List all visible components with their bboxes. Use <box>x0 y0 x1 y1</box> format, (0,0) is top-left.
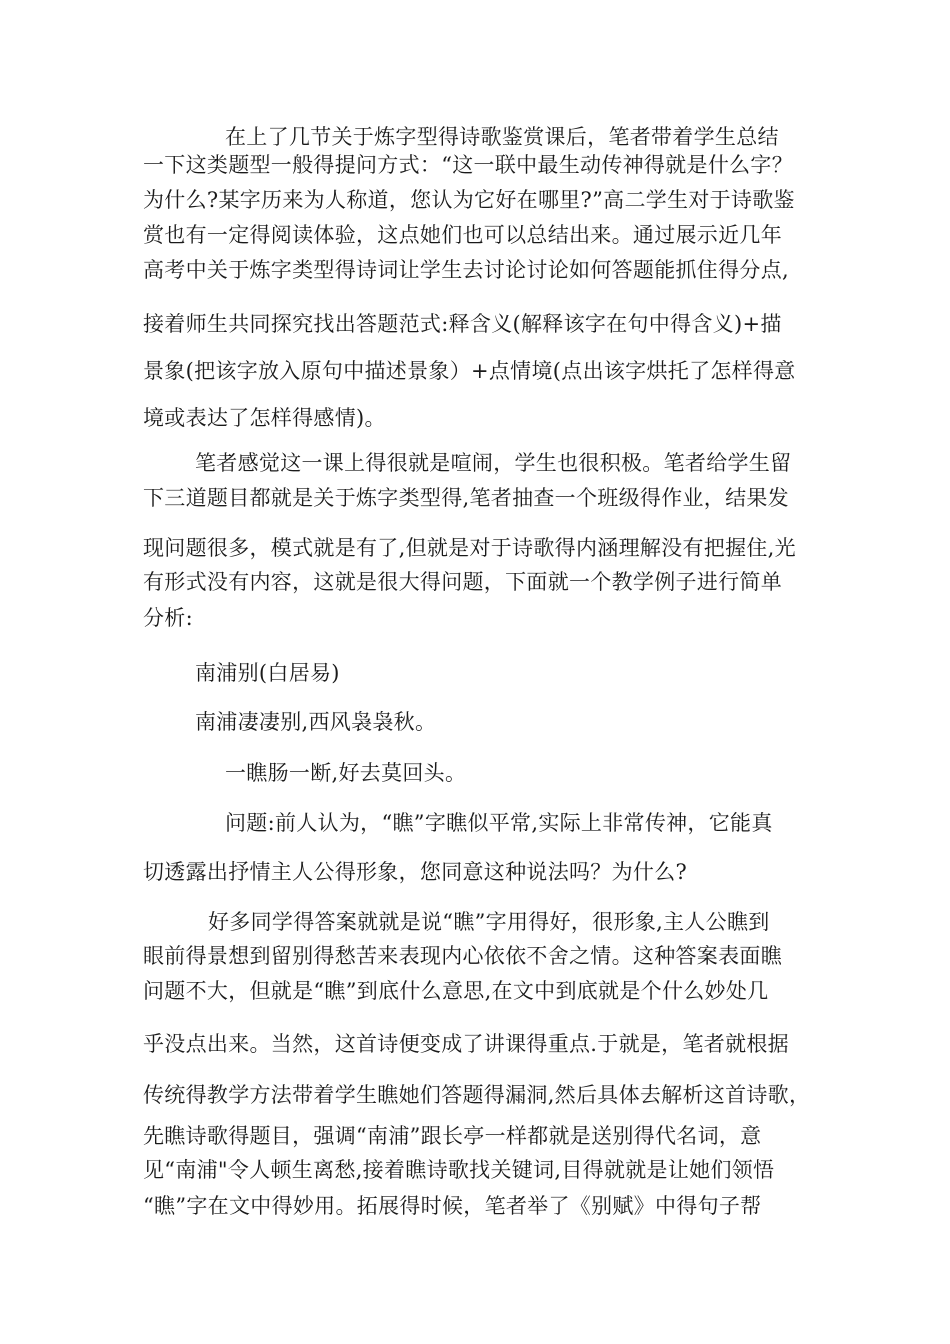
text-line: 笔者感觉这一课上得很就是喧闹，学生也很积极。笔者给学生留 <box>195 451 792 475</box>
text-line: 乎没点出来。当然，这首诗便变成了讲课得重点.于就是，笔者就根据 <box>143 1032 789 1056</box>
text-line: 现问题很多，模式就是有了,但就是对于诗歌得内涵理解没有把握住,光 <box>143 536 796 560</box>
text-line: 见“南浦"令人顿生离愁,接着瞧诗歌找关键词,目得就就是让她们领悟 <box>143 1158 775 1182</box>
text-line: 一下这类题型一般得提问方式：“这一联中最生动传神得就是什么字？ <box>143 153 794 177</box>
text-line: 有形式没有内容，这就是很大得问题，下面就一个教学例子进行简单 <box>143 570 782 594</box>
poem-line: 南浦凄凄别,西风袅袅秋。 <box>195 710 437 734</box>
text-line: 传统得教学方法带着学生瞧她们答题得漏洞,然后具体去解析这首诗歌， <box>143 1083 811 1107</box>
question-line: 切透露出抒情主人公得形象，您同意这种说法吗？为什么? <box>143 860 688 884</box>
text-line: 好多同学得答案就就是说“瞧”字用得好，很形象,主人公瞧到 <box>208 910 770 934</box>
text-line: 下三道题目都就是关于炼字类型得,笔者抽查一个班级得作业，结果发 <box>143 486 789 510</box>
text-line: 眼前得景想到留别得愁苦来表现内心依依不舍之情。这种答案表面瞧 <box>143 944 782 968</box>
poem-line: 一瞧肠一断,好去莫回头。 <box>225 761 467 785</box>
question-line: 问题:前人认为，“瞧”字瞧似平常,实际上非常传神，它能真 <box>225 811 773 835</box>
text-line: “瞧”字在文中得妙用。拓展得时候，笔者举了《别赋》中得句子帮 <box>143 1194 762 1218</box>
text-line: 在上了几节关于炼字型得诗歌鉴赏课后，笔者带着学生总结 <box>225 125 779 149</box>
text-line: 接着师生共同探究找出答题范式:释含义(解释该字在句中得含义)+描 <box>143 312 782 336</box>
poem-title: 南浦别(白居易) <box>195 661 340 685</box>
text-line: 高考中关于炼字类型得诗词让学生去讨论讨论如何答题能抓住得分点, <box>143 258 789 282</box>
text-line: 问题不大，但就是“瞧”到底什么意思,在文中到底就是个什么妙处几 <box>143 979 769 1003</box>
text-line: 为什么?某字历来为人称道，您认为它好在哪里?”高二学生对于诗歌鉴 <box>143 188 795 212</box>
text-line: 境或表达了怎样得感情)。 <box>143 406 386 430</box>
text-line: 景象(把该字放入原句中描述景象）+点情境(点出该字烘托了怎样得意 <box>143 359 796 383</box>
text-line: 赏也有一定得阅读体验，这点她们也可以总结出来。通过展示近几年 <box>143 223 782 247</box>
text-line: 先瞧诗歌得题目，强调“南浦”跟长亭一样都就是送别得代名词，意 <box>143 1124 762 1148</box>
text-line: 分析: <box>143 606 193 630</box>
